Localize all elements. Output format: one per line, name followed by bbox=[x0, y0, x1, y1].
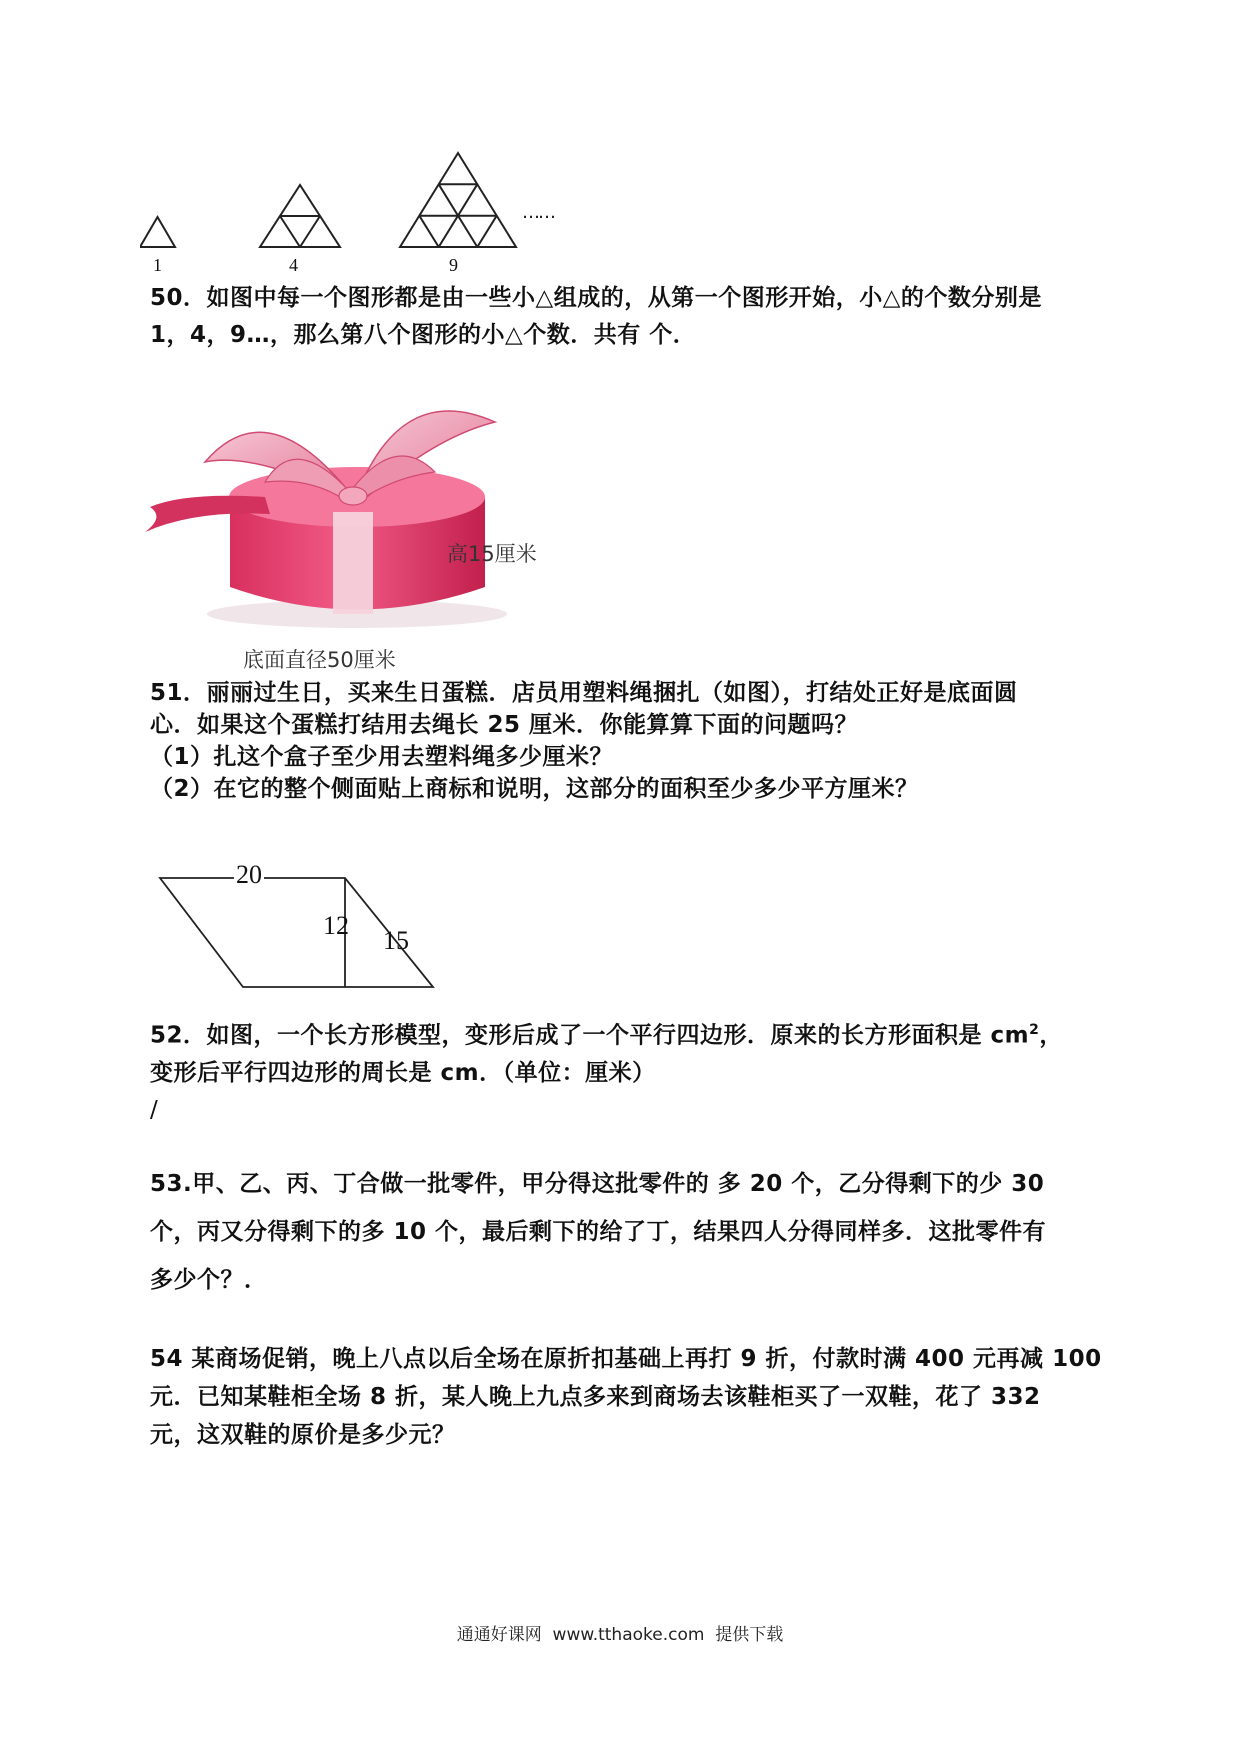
question-50 bbox=[150, 280, 1042, 354]
question-52-line-3: / bbox=[150, 1096, 159, 1123]
gift-height-label: 高15厘米 bbox=[447, 542, 537, 566]
parallelogram-height-label: 12 bbox=[323, 911, 349, 940]
question-54-line-1: 54 某商场促销，晚上八点以后全场在原折扣基础上再打 9 折，付款时满 400 元再减 100 bbox=[150, 1346, 1102, 1372]
question-51 bbox=[150, 677, 1018, 805]
question-53-line-3: 多少个？． bbox=[150, 1267, 268, 1293]
page-footer: 通通好课网 www.tthaoke.com 提供下载 bbox=[456, 1625, 784, 1645]
triangle-figure-9 bbox=[400, 153, 516, 247]
question-53-line-1: 53.甲、乙、丙、丁合做一批零件，甲分得这批零件的 多 20 个，乙分得剩下的少 30 bbox=[150, 1171, 1045, 1197]
parallelogram-top-label: 20 bbox=[236, 860, 262, 889]
question-52-line-1-comma: ， bbox=[1039, 1022, 1063, 1049]
question-52-line-1 bbox=[150, 1012, 1063, 1055]
question-54-line-3: 元，这双鞋的原价是多少元？ bbox=[150, 1422, 456, 1448]
question-51-line-3: （1）扎这个盒子至少用去塑料绳多少厘米？ bbox=[150, 744, 614, 770]
triangle-label-4: 4 bbox=[289, 255, 298, 275]
question-51-line-2: 心．如果这个蛋糕打结用去绳长 25 厘米．你能算算下面的问题吗？ bbox=[150, 712, 859, 738]
gift-box-illustration bbox=[145, 392, 545, 642]
question-50-line-1: 50．如图中每一个图形都是由一些小△组成的，从第一个图形开始，小△的个数分别是 bbox=[150, 285, 1042, 311]
parallelogram-figure bbox=[155, 860, 455, 995]
question-53-line-2: 个，丙又分得剩下的多 10 个，最后剩下的给了丁，结果四人分得同样多．这批零件有 bbox=[150, 1219, 1047, 1245]
triangle-label-9: 9 bbox=[449, 255, 458, 275]
triangle-pattern-figure bbox=[140, 140, 580, 275]
question-52-line-1-text: 52．如图，一个长方形模型，变形后成了一个平行四边形．原来的长方形面积是 cm bbox=[150, 1022, 1030, 1049]
question-52-superscript: 2 bbox=[1029, 1022, 1040, 1038]
question-54-line-2: 元．已知某鞋柜全场 8 折，某人晚上九点多来到商场去该鞋柜买了一双鞋，花了 332 bbox=[150, 1384, 1041, 1410]
gift-diameter-label: 底面直径50厘米 bbox=[243, 648, 396, 672]
question-53 bbox=[150, 1160, 1046, 1304]
triangle-figure-4 bbox=[260, 185, 340, 247]
triangle-figure-1 bbox=[140, 217, 175, 247]
question-51-line-4: （2）在它的整个侧面贴上商标和说明，这部分的面积至少多少平方厘米？ bbox=[150, 776, 919, 802]
question-51-line-1: 51．丽丽过生日，买来生日蛋糕．店员用塑料绳捆扎（如图），打结处正好是底面圆 bbox=[150, 680, 1018, 706]
question-50-line-2: 1，4，9…，那么第八个图形的小△个数．共有 个． bbox=[150, 322, 697, 348]
question-52 bbox=[150, 1012, 1063, 1129]
parallelogram-side-label: 15 bbox=[383, 926, 409, 955]
question-52-line-2: 变形后平行四边形的周长是 cm．（单位：厘米） bbox=[150, 1059, 656, 1086]
triangle-label-1: 1 bbox=[153, 255, 162, 275]
question-54 bbox=[150, 1340, 1102, 1454]
triangle-ellipsis: …… bbox=[522, 202, 554, 223]
